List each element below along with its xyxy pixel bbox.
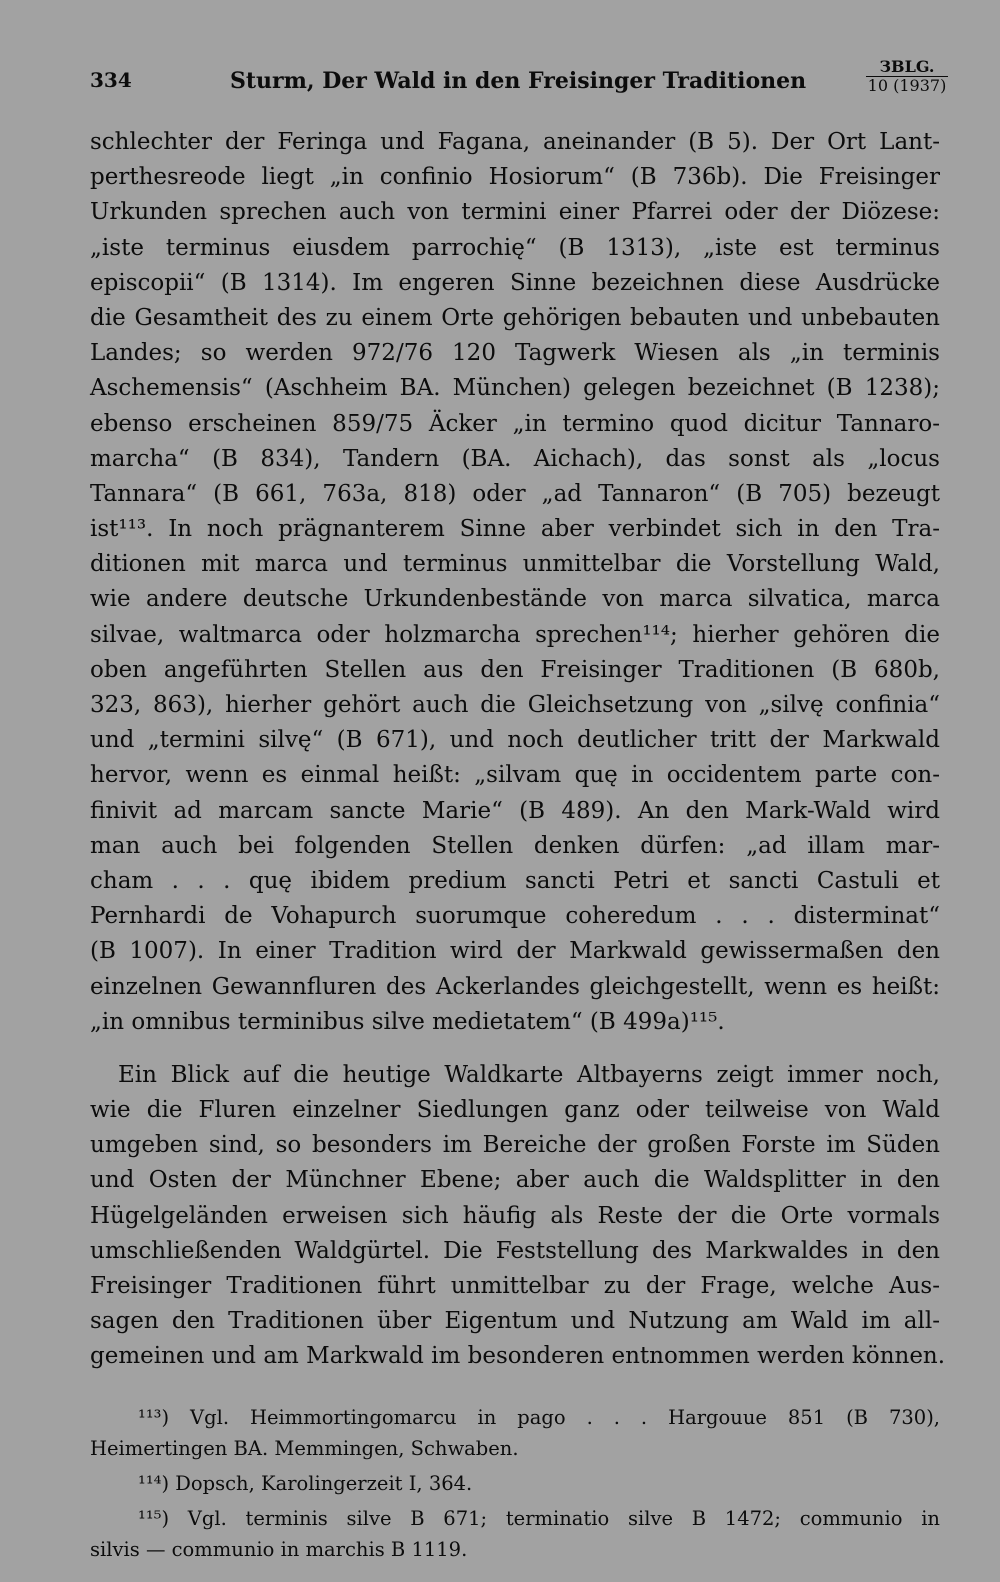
footnotes — [90, 1402, 940, 1565]
running-header — [90, 58, 948, 106]
footnote-line: silvis — communio in marchis B 1119. — [90, 1538, 468, 1561]
footnote-line: Heimertingen BA. Memmingen, Schwaben. — [90, 1437, 519, 1460]
text-line: einzelnen Gewannfluren des Ackerlandes gleichgestellt, wenn es heißt: — [90, 973, 940, 1000]
text-line: wie die Fluren einzelner Siedlungen ganz oder teilweise von Wald — [90, 1097, 940, 1124]
text-line: finivit ad marcam sancte Marie“ (B 489). An den Mark-Wald wird — [90, 797, 940, 824]
text-line: oben angeführten Stellen aus den Freisinger Traditionen (B 680b, — [90, 656, 940, 683]
text-line: ebenso erscheinen 859/75 Äcker „in termino quod dicitur Tannaro- — [90, 410, 940, 437]
text-line: Tannara“ (B 661, 763a, 818) oder „ad Tannaron“ (B 705) bezeugt — [90, 480, 940, 507]
journal-volume: 10 (1937) — [867, 76, 947, 95]
page-number: 334 — [90, 68, 132, 92]
text-line: cham . . . quę ibidem predium sancti Petri et sancti Castuli et — [90, 867, 940, 894]
text-line: silvae, waltmarca oder holzmarcha sprechen¹¹⁴; hierher gehören die — [90, 621, 940, 648]
text-line: Ein Blick auf die heutige Waldkarte Altbayerns zeigt immer noch, — [118, 1061, 940, 1088]
text-line: die Gesamtheit des zu einem Orte gehörigen bebauten und unbebauten — [90, 304, 940, 331]
journal-reference — [866, 58, 948, 95]
text-line: Hügelgeländen erweisen sich häufig als Reste der die Orte vormals — [90, 1202, 940, 1229]
text-line: gemeinen und am Markwald im besonderen entnommen werden können. — [90, 1343, 946, 1370]
text-line: schlechter der Feringa und Fagana, aneinander (B 5). Der Ort Lant- — [90, 129, 940, 155]
text-line: sagen den Traditionen über Eigentum und Nutzung am Wald im all- — [90, 1308, 940, 1335]
text-line: episcopii“ (B 1314). Im engeren Sinne bezeichnen diese Ausdrücke — [90, 269, 940, 296]
text-line: ditionen mit marca und terminus unmittelbar die Vorstellung Wald, — [90, 551, 940, 578]
text-line: 323, 863), hierher gehört auch die Gleichsetzung von „silvę confinia“ — [90, 692, 940, 718]
text-line: umgeben sind, so besonders im Bereiche der großen Forste im Süden — [90, 1132, 940, 1159]
text-line: Urkunden sprechen auch von termini einer Pfarrei oder der Diözese: — [90, 199, 940, 226]
footnote-line: ¹¹⁴) Dopsch, Karolingerzeit I, 364. — [138, 1472, 473, 1495]
text-line: Freisinger Traditionen führt unmittelbar zu der Frage, welche Aus- — [90, 1273, 940, 1299]
text-line: umschließenden Waldgürtel. Die Feststellung des Markwaldes in den — [90, 1237, 940, 1264]
journal-abbreviation: ЗВLG. — [866, 58, 948, 77]
text-line: und Osten der Münchner Ebene; aber auch die Waldsplitter in den — [90, 1167, 940, 1194]
text-line: wie andere deutsche Urkundenbestände von marca silvatica, marca — [90, 586, 940, 613]
text-line: und „termini silvę“ (B 671), und noch deutlicher tritt der Markwald — [90, 727, 940, 754]
footnote-line: ¹¹³) Vgl. Heimmortingomarcu in pago . . . Hargouue 851 (B 730), — [138, 1406, 940, 1429]
running-title: Sturm, Der Wald in den Freisinger Traditionen — [230, 68, 807, 94]
text-line: Landes; so werden 972/76 120 Tagwerk Wiesen als „in terminis — [90, 340, 940, 367]
text-line: Pernhardi de Vohapurch suorumque coheredum . . . disterminat“ — [90, 903, 940, 930]
text-line: ist¹¹³. In noch prägnanterem Sinne aber verbindet sich in den Tra- — [90, 516, 940, 543]
body-text — [90, 125, 946, 1375]
text-line: „in omnibus terminibus silve medietatem“ (B 499a)¹¹⁵. — [90, 1008, 725, 1035]
text-line: marcha“ (B 834), Tandern (BA. Aichach), das sonst als „locus — [90, 445, 940, 472]
text-line: man auch bei folgenden Stellen denken dürfen: „ad illam mar- — [90, 832, 940, 859]
text-line: hervor, wenn es einmal heißt: „silvam quę in occidentem parte con- — [90, 762, 940, 789]
text-line: „iste terminus eiusdem parrochię“ (B 1313), „iste est terminus — [90, 234, 940, 261]
text-line: Aschemensis“ (Aschheim BA. München) gelegen bezeichnet (B 1238); — [90, 375, 940, 402]
text-line: perthesreode liegt „in confinio Hosiorum“ (B 736b). Die Freisinger — [90, 164, 940, 191]
text-line: (B 1007). In einer Tradition wird der Markwald gewissermaßen den — [90, 938, 940, 965]
footnote-line: ¹¹⁵) Vgl. terminis silve B 671; terminatio silve B 1472; communio in — [138, 1507, 940, 1530]
